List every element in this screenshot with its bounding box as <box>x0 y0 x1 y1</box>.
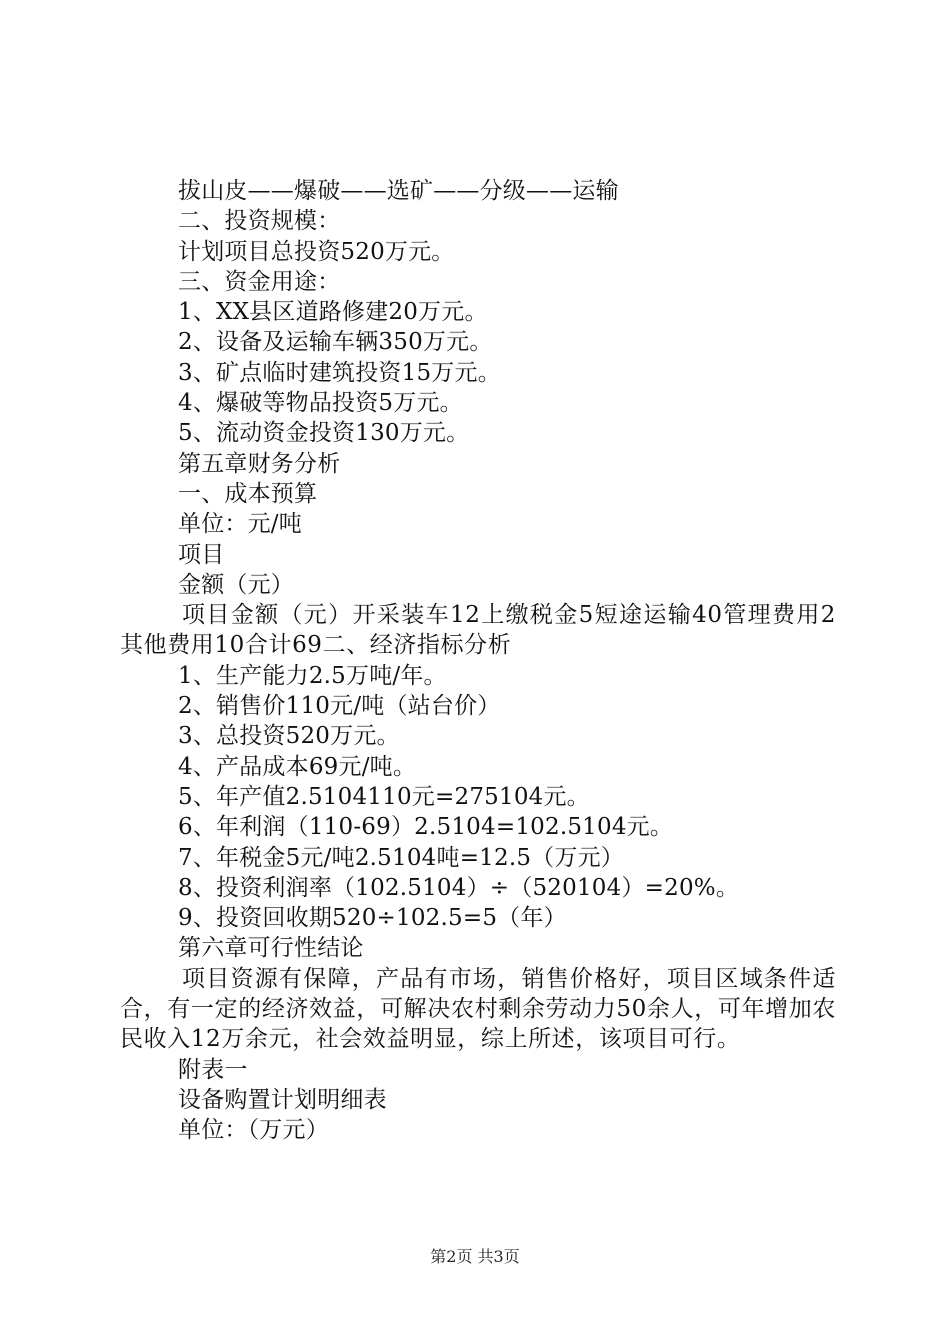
table-header-amount: 金额（元） <box>178 571 294 598</box>
list-item: 5、年产值2.5104110元=275104元。 <box>178 783 590 810</box>
conclusion-paragraph: 项目资源有保障，产品有市场，销售价格好，项目区域条件适合，有一定的经济效益，可解决农村剩余劳动力50余人，可年增加农民收入12万余元，社会效益明显，综上所述，该项目可行。 <box>120 965 836 1053</box>
chapter-heading: 第五章财务分析 <box>178 450 341 477</box>
section-heading: 三、资金用途： <box>178 268 341 295</box>
chapter-heading: 第六章可行性结论 <box>178 935 364 962</box>
list-item: 4、爆破等物品投资5万元。 <box>178 390 463 417</box>
unit-label: 单位：元/吨 <box>178 511 302 538</box>
list-item: 4、产品成本69元/吨。 <box>178 753 417 780</box>
document-body <box>120 176 836 1146</box>
appendix-title: 设备购置计划明细表 <box>178 1086 387 1113</box>
list-item: 9、投资回收期520÷102.5=5（年） <box>178 905 567 932</box>
appendix-label: 附表一 <box>178 1056 248 1083</box>
section-heading: 二、投资规模： <box>178 208 341 235</box>
page-footer: 第2页 共3页 <box>430 1247 520 1266</box>
list-item: 7、年税金5元/吨2.5104吨=12.5（万元） <box>178 844 624 871</box>
table-header-item: 项目 <box>178 541 225 568</box>
list-item: 3、总投资520万元。 <box>178 723 400 750</box>
list-item: 1、XX县区道路修建20万元。 <box>178 299 488 326</box>
list-item: 3、矿点临时建筑投资15万元。 <box>178 359 501 386</box>
cost-table-paragraph: 项目金额（元）开采装车12上缴税金5短途运输40管理费用2其他费用10合计69二、经济指标分析 <box>120 602 836 659</box>
text-line: 计划项目总投资520万元。 <box>178 238 455 265</box>
process-flow-line: 拔山皮——爆破——选矿——分级——运输 <box>178 178 619 204</box>
list-item: 5、流动资金投资130万元。 <box>178 420 470 447</box>
section-heading: 一、成本预算 <box>178 480 318 507</box>
list-item: 2、设备及运输车辆350万元。 <box>178 329 493 356</box>
list-item: 8、投资利润率（102.5104）÷（520104）=20%。 <box>178 874 740 901</box>
list-item: 2、销售价110元/吨（站台价） <box>178 693 501 720</box>
list-item: 6、年利润（110-69）2.5104=102.5104元。 <box>178 814 674 841</box>
list-item: 1、生产能力2.5万吨/年。 <box>178 662 447 689</box>
unit-label: 单位：（万元） <box>178 1117 329 1144</box>
